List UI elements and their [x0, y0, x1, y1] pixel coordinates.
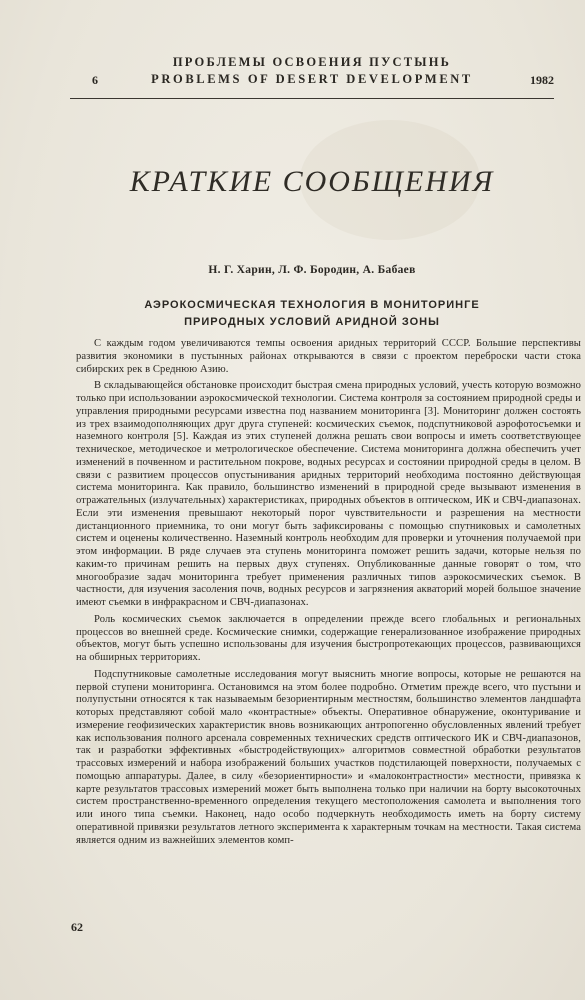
journal-header [70, 52, 554, 99]
publication-year: 1982 [530, 73, 554, 87]
issue-number: 6 [92, 73, 98, 87]
body-paragraph: Роль космических съемок заключается в определении прежде всего глобальных и региональных процессов во внешней среде. Космические снимки, содержащие генерализованное изображение природных объектов, могут быть успешно использованы для изучения быстропротекающих процессов, развивающихся на обширных территориях. [76, 613, 581, 663]
journal-title-english: PROBLEMS OF DESERT DEVELOPMENT [151, 72, 473, 86]
journal-title-russian: ПРОБЛЕМЫ ОСВОЕНИЯ ПУСТЫНЬ [172, 55, 452, 69]
page-number: 62 [71, 920, 83, 934]
article-authors: Н. Г. Харин, Л. Ф. Бородин, А. Бабаев [208, 264, 416, 276]
body-paragraph: Подспутниковые самолетные исследования могут выяснить многие вопросы, которые не решаются на первой ступени мониторинга. Остановимся на этом более подробно. Отметим прежде всего, что пустыни и полупустыни относятся к так называемым безориентирным местностям, большинство элементов ландшафта которых представляют собой мало «контрастные» объекты. Оперативное обнаружение, оконтуривание и измерение геофизических характеристик вновь возникающих антропогенно обусловленных явлений требует как использования полного арсенала современных технических средств оптического ИК и СВЧ-диапазонов, так и разработки эффективных «быстродействующих» алгоритмов совместной обработки результатов трассовых измерений и набора изображений больших участков подстилающей поверхности, получаемых с помощью аппаратуры. Далее, в силу «безориентирности» и «малоконтрастности» местности, привязка к карте результатов трассовых измерений может быть выполнена только при наличии на борту высокоточных систем пространственно-временного определения текущего местоположения самолета и выполнения того или иного типа съемки. Наконец, надо особо подчеркнуть необходимость иметь на борту систему оперативной привязки результатов летного эксперимента к характерным точкам на местности. Такая система является одним из важнейших элементов комп- [76, 668, 581, 846]
section-title: КРАТКИЕ СООБЩЕНИЯ [129, 165, 495, 198]
body-paragraph: В складывающейся обстановке происходит быстрая смена природных условий, учесть которую возможно только при использовании аэрокосмической технологии. Система контроля за состоянием природной среды и управления природными ресурсами известна под названием мониторинга [3]. Мониторинг должен состоять из трех взаимодополняющих друг друга ступеней: космических съемок, подспутниковой аэрофотосъемки и наземного контроля [5]. Каждая из этих ступеней должна решать свои вопросы и иметь соответствующее техническое, методическое и метрологическое обеспечение. Система мониторинга должна обеспечить учет изменений в почвенном и растительном покрове, водных ресурсах и состоянии природной среды в целом. В связи с развитием процессов опустынивания аридных территорий необходима постоянно действующая система мониторинга. Как правило, большинство изменений в природной среде вызывают изменения в отражательных (излучательных) характеристиках, природных объектов в оптическом, ИК и СВЧ-диапазонах. Если эти изменения превышают некоторый порог чувствительности и разрешения на местности дистанционного приемника, то они могут быть зафиксированы с помощью спутниковых и самолетных систем и оценены количественно. Наземный контроль необходим для проверки и уточнения получаемой при этом информации. В ряде случаев эта ступень мониторинга поможет решить задачи, которые нельзя по каким-то причинам решить на первых двух ступенях. Опубликованные данные говорят о том, что многообразие задач мониторинга требует применения различных типов аэрокосмических съемок. В частности, для изучения засоления почв, водных ресурсов и загрязнения акваторий морей большое значение имеют съемки в инфракрасном и СВЧ-диапазонах. [76, 380, 581, 608]
article-title-line: ПРИРОДНЫХ УСЛОВИЙ АРИДНОЙ ЗОНЫ [184, 316, 440, 328]
article-title [70, 297, 554, 331]
article-title-line: АЭРОКОСМИЧЕСКАЯ ТЕХНОЛОГИЯ В МОНИТОРИНГЕ [144, 299, 480, 311]
article-body [76, 338, 581, 851]
body-paragraph: С каждым годом увеличиваются темпы освоения аридных территорий СССР. Большие перспективы развития экономики в пустынных районах открываются в связи с проектом переброски части стока сибирских рек в Среднюю Азию. [76, 338, 581, 375]
